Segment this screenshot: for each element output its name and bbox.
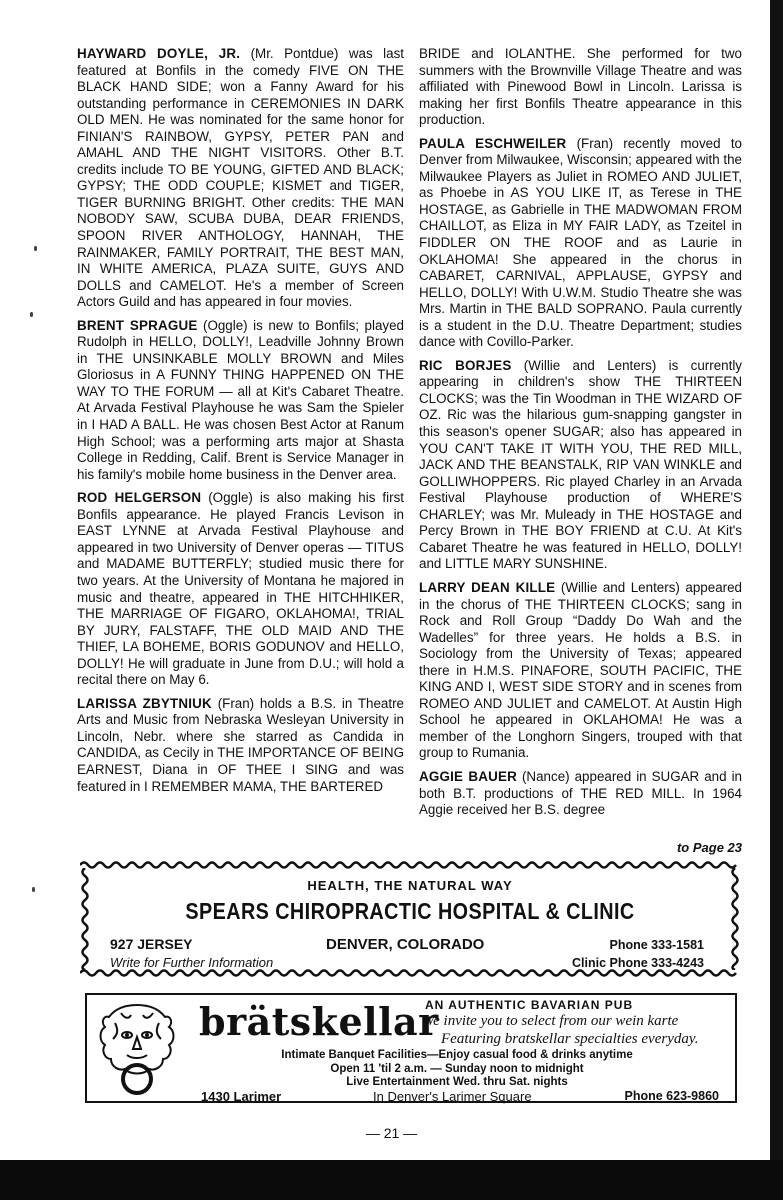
right-column: [419, 46, 742, 826]
scan-edge-bottom: [0, 1160, 783, 1200]
bio-name: BRENT SPRAGUE: [77, 317, 198, 333]
pub-phone: Phone 623-9860: [624, 1089, 719, 1103]
bio-name: AGGIE BAUER: [419, 768, 517, 784]
bio-paragraph: [77, 46, 404, 311]
bio-name: LARRY DEAN KILLE: [419, 579, 556, 595]
bio-text: (Willie and Lenters) appeared in the chorus of THE THIRTEEN CLOCKS; sang in Rock and Roll Group “Daddy Do Wah and the Wadelles” for three years. He holds a B.S. in Sociology from the University of Texas; appeared there in H.M.S. PINAFORE, SOUTH PACIFIC, THE KING AND I, WEST SIDE STORY and in scenes from ROMEO AND JULIET and CAMELOT. At Austin High School he appeared in OKLAHOMA! He was a member of the Longhorn Singers, trouped with that group to Rumania.: [419, 579, 742, 761]
clinic-city: DENVER, COLORADO: [326, 936, 485, 953]
bio-text: (Oggle) is new to Bonfils; played Rudolph in HELLO, DOLLY!, Leadville Johnny Brown in THE UNSINKABLE MOLLY BROWN and Miles Gloriosus in A FUNNY THING HAPPENED ON THE WAY TO THE FORUM — all at Kit's Cabaret Theatre. At Arvada Festival Playhouse he was Sam the Spieler in I HAD A BALL. He was chosen Best Actor at Ranum High School; was a performing arts major at Shasta College in Redding, Calif. Brent is Service Manager in his family's mobile home business in the Denver area.: [77, 317, 404, 482]
bio-text: (Willie and Lenters) is currently appearing in children's show THE THIRTEEN CLOCKS; was the Tin Woodman in THE WIZARD OF OZ. Ric was the hilarious gum-snapping gangster in this season's opener SUGAR; also has appeared in YOU CAN'T TAKE IT WITH YOU, THE RED MILL, JACK AND THE BEANSTALK, RIP VAN WINKLE and GOLLIWHOPPERS. Ric played Charley in an Arvada Festival Playhouse production of WHERE'S CHARLEY; was Mr. Muleady in THE HOSTAGE and Percy Brown in THE BOY FRIEND at C.U. At Kit's Cabaret Theatre he was featured in HELLO, DOLLY! and LITTLE MARY SUNSHINE.: [419, 357, 742, 572]
continuation-note: to Page 23: [676, 840, 742, 855]
clinic-name: SPEARS CHIROPRACTIC HOSPITAL & CLINIC: [185, 898, 635, 924]
bio-name: RIC BORJES: [419, 357, 512, 373]
scan-edge-right: [770, 0, 783, 1160]
bio-paragraph: [419, 580, 742, 762]
bio-paragraph: [419, 358, 742, 573]
wavy-border-top: [80, 860, 740, 870]
bio-paragraph: [77, 318, 404, 483]
bio-text: (Oggle) is also making his first Bonfils appearance. He played Francis Levison in EAST LYNNE at Arvada Festival Playhouse and appeared in two University of Denver operas — TITUS and MADAME BUTTERFLY; studied music there for two years. At the University of Montana he majored in music and theatre, appeared in THE HITCHHIKER, THE MARRIAGE OF FIGARO, OKLAHOMA!, TRIAL BY JURY, FALSTAFF, THE OLD MAID AND THE THIEF, LA BOHEME, BORIS GODUNOV and HELLO, DOLLY! He will graduate in June from D.U.; will hold a recital there on May 6.: [77, 490, 404, 688]
pub-address: 1430 Larimer: [201, 1089, 282, 1104]
pub-location: In Denver's Larimer Square: [373, 1089, 532, 1104]
lion-head-door-knocker-icon: [97, 1001, 177, 1097]
bio-name: ROD HELGERSON: [77, 490, 202, 506]
bio-name: PAULA ESCHWEILER: [419, 135, 567, 151]
featuring-line: Featuring bratskellar specialties everyday.: [441, 1031, 699, 1047]
bio-paragraph: [419, 46, 742, 129]
bio-name: HAYWARD DOYLE, JR.: [77, 46, 241, 61]
bio-paragraph: [77, 696, 404, 795]
page-number: — 21 —: [365, 1125, 418, 1141]
banquet-line: Intimate Banquet Facilities—Enjoy casual food & drinks anytime: [281, 1049, 633, 1061]
scan-speck: [30, 312, 33, 317]
bio-name: LARISSA ZBYTNIUK: [77, 695, 212, 711]
clinic-address: 927 JERSEY: [110, 936, 193, 952]
bio-text: (Nance) appeared in SUGAR and in both B.T. productions of THE RED MILL. In 1964 Aggie received her B.S. degree: [419, 768, 742, 818]
scan-speck: [34, 246, 37, 251]
spears-clinic-ad: [80, 860, 740, 978]
clinic-write-note: Write for Further Information: [110, 955, 274, 970]
bio-paragraph: [419, 769, 742, 819]
invite-line: We invite you to select from our wein karte: [422, 1013, 679, 1029]
bio-text: (Fran) holds a B.S. in Theatre Arts and Music from Nebraska Wesleyan University in Lincoln, Nebr. where she starred as Candida in CANDIDA, as Cecily in THE IMPORTANCE OF BEING EARNEST, Diana in OF THEE I SING and was featured in I REMEMBER MAMA, THE BARTERED: [77, 695, 405, 794]
bio-text: (Mr. Pontdue) was last featured at Bonfils in the comedy FIVE ON THE BLACK HAND SIDE; won a Fanny Award for his outstanding performance in CEREMONIES IN DARK OLD MEN. He was nominated for the same honor for FINIAN'S RAINBOW, GYPSY, PETER PAN and AMAHL AND THE NIGHT VISITORS. Other B.T. credits include TO BE YOUNG, GIFTED AND BLACK; GYPSY; THE ODD COUPLE; KISMET and TIGER, TIGER BURNING BRIGHT. Other credits: THE MAN NOBODY SAW, SCUBA DUBA, DEAR FRIENDS, SPOON RIVER ANTHOLOGY, HANNAH, THE RAINMAKER, FAMILY PORTRAIT, THE BEST MAN, IN WHITE AMERICA, PLAZA SUITE, GUYS AND DOLLS and CAMELOT. He's a member of Screen Actors Guild and has appeared in four movies.: [77, 46, 404, 310]
bio-paragraph: [77, 490, 404, 689]
clinic-phone: Phone 333-1581: [609, 938, 704, 952]
ad-tagline: HEALTH, THE NATURAL WAY: [307, 878, 513, 893]
pub-tagline: AN AUTHENTIC BAVARIAN PUB: [425, 998, 634, 1012]
hours-line: Open 11 'til 2 a.m. — Sunday noon to midnight: [330, 1063, 584, 1075]
entertainment-line: Live Entertainment Wed. thru Sat. nights: [346, 1076, 568, 1088]
bio-text: (Fran) recently moved to Denver from Milwaukee, Wisconsin; appeared with the Milwaukee Players as Juliet in ROMEO AND JULIET, as Phoebe in AS YOU LIKE IT, as Terese in THE HOSTAGE, as Gabrielle in THE MADWOMAN FROM CHAILLOT, as Eliza in MY FAIR LADY, as Tzeitel in FIDDLER ON THE ROOF and as Laurie in OKLAHOMA! She appeared in the chorus in CABARET, CARNIVAL, APPLAUSE, GYPSY and HELLO, DOLLY! With U.W.M. Studio Theatre she was Mrs. Martin in THE BALD SOPRANO. Paula currently is a student in the D.U. Theatre Department; studies dance with Covillo-Parker.: [419, 135, 743, 350]
scan-speck: [32, 887, 35, 892]
brand-name: brätskellar: [199, 999, 439, 1044]
clinic-phone-secondary: Clinic Phone 333-4243: [571, 956, 704, 970]
bratskellar-ad: [85, 993, 737, 1103]
bio-paragraph: [419, 136, 742, 351]
left-column: [77, 46, 404, 802]
bio-text: BRIDE and IOLANTHE. She performed for two summers with the Brownville Village Theatre and was affiliated with Pinewood Bowl in Lincoln. Larissa is making her first Bonfils Theatre appearance in this production.: [419, 46, 742, 128]
